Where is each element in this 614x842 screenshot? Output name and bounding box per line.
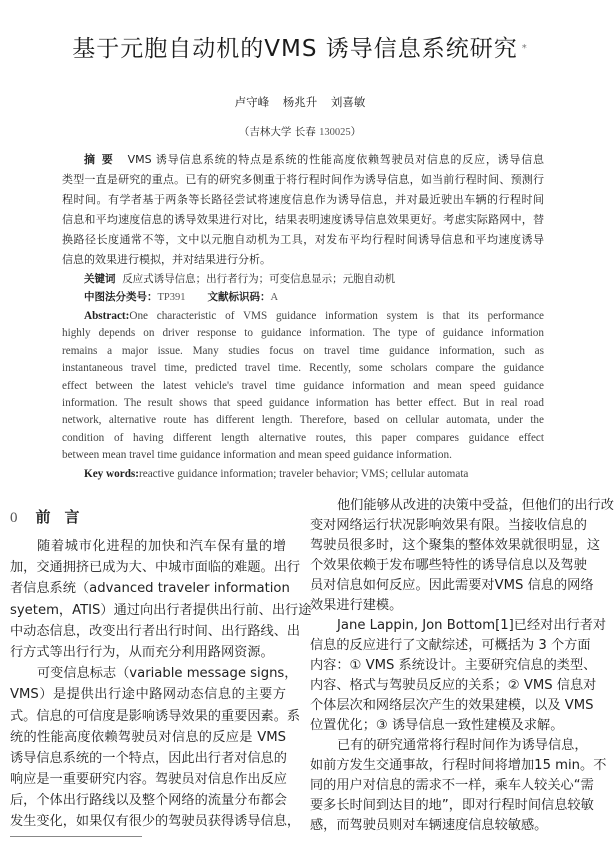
abstract-line-text: VMS 诱导信息系统的特点是系统的性能高度依赖驾驶员对信息的反应，诱导信息 bbox=[127, 153, 544, 166]
affiliation-zip: 130025 bbox=[319, 127, 351, 138]
paragraph-line: 感，而驾驶员则对车辆速度信息较敏感。 bbox=[310, 818, 548, 833]
abstract-en-line-text: instantaneous travel time, predicted travel time. Recently, some scholars compare the guidance bbox=[62, 362, 544, 375]
abstract-line bbox=[62, 250, 544, 270]
abstract-en-line bbox=[62, 378, 544, 395]
classification-value: TP391 bbox=[157, 292, 186, 303]
paragraph bbox=[310, 616, 607, 736]
abstract-en-line-text: network, alternative route has different length. Therefore, based on cellular automata, under the bbox=[62, 414, 544, 427]
paragraph-line: 要多长时间到达目的地”，即对行程时间信息较敏 bbox=[310, 798, 594, 813]
abstract-en-line bbox=[62, 325, 544, 342]
abstract-en-line bbox=[62, 412, 544, 429]
abstract-line bbox=[62, 170, 544, 190]
affiliation-org: （吉林大学 长春 bbox=[238, 126, 320, 138]
abstract-en-line-text: between mean travel time guidance information and mean speed guidance information. bbox=[62, 449, 452, 462]
abstract-line bbox=[62, 190, 544, 210]
paragraph-line: 可变信息标志（variable message signs， bbox=[37, 666, 298, 682]
paragraph-line: 随着城市化进程的加快和汽车保有量的增 bbox=[37, 539, 286, 554]
abstract-en-line bbox=[62, 343, 544, 360]
keywords-en bbox=[62, 466, 544, 483]
keywords-en-label: Key words: bbox=[84, 467, 139, 480]
paragraph bbox=[10, 536, 312, 663]
abstract-cn-lines bbox=[62, 150, 544, 270]
abstract-en-label: Abstract: bbox=[84, 310, 130, 322]
abstract-en-lines bbox=[62, 308, 544, 465]
paragraph-line: Jane Lappin, Jon Bottom[1]已经对出行者对 bbox=[337, 618, 607, 633]
paragraph-line: 如前方发生交通事故，行程时间将增加15 min。不 bbox=[310, 758, 607, 773]
abstract-en-line-text: condition of having different length alternative routes, this paper compares guidance effect bbox=[62, 431, 544, 444]
section-heading bbox=[10, 506, 94, 529]
paragraph-line: 内容、格式与驾驶员反应的关系；② VMS 信息对 bbox=[310, 678, 597, 693]
left-column bbox=[10, 536, 312, 833]
right-column bbox=[310, 496, 614, 836]
paragraph-line: 中动态信息，改变出行者出行时间、出行路线、出 bbox=[10, 623, 301, 639]
paragraph bbox=[310, 736, 607, 836]
section-number: 0 bbox=[10, 510, 18, 526]
paragraph-line: 发生变化，如果仅有很少的驾驶员获得诱导信息， bbox=[10, 814, 301, 830]
paragraph-line: 驾驶员很多时，这个聚集的整体效果就很明显，这 bbox=[310, 538, 601, 553]
authors: 卢守峰 杨兆升 刘喜敏 bbox=[234, 95, 366, 109]
keywords-cn bbox=[62, 270, 544, 288]
footnote-rule bbox=[10, 836, 142, 837]
paragraph-line: 变对网络运行状况影响效果有限。当接收信息的 bbox=[310, 518, 587, 533]
abstract-line bbox=[62, 210, 544, 230]
paragraph-line: 行方式等出行行为，从而充分利用路网资源。 bbox=[10, 644, 274, 660]
abstract-line bbox=[62, 150, 544, 170]
paragraph-line: 他们能够从改进的决策中受益，但他们的出行改 bbox=[337, 498, 614, 513]
paragraph-line: 内容：① VMS 系统设计。主要研究信息的类型、 bbox=[310, 658, 597, 673]
abstract-en-line-text: effect between the latest vehicle's travel time guidance information and mean speed guidance bbox=[62, 379, 544, 392]
abstract-en-line-text: One characteristic of VMS guidance information system is that its performance bbox=[129, 310, 544, 322]
paragraph-line: 响应是一重要研究内容。驾驶员对信息作出反应 bbox=[10, 772, 287, 788]
classification-label: 中图法分类号： bbox=[84, 291, 158, 303]
title-text: 基于元胞自动机的VMS 诱导信息系统研究 bbox=[72, 36, 518, 62]
abstract-en-line bbox=[62, 360, 544, 377]
paragraph-line: 加，交通拥挤已成为大、中城市面临的难题。出行 bbox=[10, 560, 301, 576]
paragraph-line: VMS）是提供出行途中路网动态信息的主要方 bbox=[10, 687, 286, 703]
paragraph-line: 个效果依赖于发布哪些特性的诱导信息以及驾驶 bbox=[310, 558, 587, 573]
paragraph bbox=[10, 663, 301, 833]
affiliation-close: ） bbox=[350, 126, 362, 138]
paragraph-line: 个体层次和网络层次产生的效果建模，以及 VMS bbox=[310, 698, 594, 713]
abstract-line-text: 程时间。有学者基于两条等长路径尝试将速度信息作为诱导信息，并对最近驶出车辆的行程时间 bbox=[62, 193, 544, 206]
abstract-en-line-text: remains a major issue. Many studies focus on travel time guidance information, such as bbox=[62, 344, 544, 357]
keywords-en-value: reactive guidance information; traveler behavior; VMS; cellular automata bbox=[139, 467, 469, 480]
section-title: 前言 bbox=[35, 508, 94, 526]
keywords-cn-value: 反应式诱导信息；出行者行为；可变信息显示；元胞自动机 bbox=[122, 273, 396, 285]
abstract-label: 摘要 bbox=[84, 153, 120, 166]
abstract-en-line-text: information. The result shows that speed guidance information has better effect. But in real road bbox=[62, 396, 544, 409]
paragraph-line: 效果进行建模。 bbox=[310, 598, 403, 613]
abstract-line bbox=[62, 230, 544, 250]
doc-code-value: A bbox=[270, 292, 279, 303]
paragraph-line: 已有的研究通常将行程时间作为诱导信息， bbox=[337, 738, 588, 753]
abstract-cn bbox=[62, 150, 544, 306]
paragraph-line: 位置优化；③ 诱导信息一致性建模及求解。 bbox=[310, 718, 564, 733]
keywords-cn-label: 关键词 bbox=[84, 273, 116, 285]
abstract-en-line bbox=[62, 430, 544, 447]
abstract-en-line bbox=[62, 447, 544, 464]
classification bbox=[62, 288, 544, 306]
abstract-en-line bbox=[62, 308, 544, 325]
paragraph-line: syetem，ATIS）通过向出行者提供出行前、出行途 bbox=[10, 602, 312, 618]
title-footnote-mark: * bbox=[521, 43, 528, 54]
paragraph-line: 信息的反应进行了文献综述，可概括为 3 个方面 bbox=[310, 638, 591, 653]
paragraph-line: 统的性能高度依赖驾驶员对信息的反应是 VMS bbox=[10, 729, 286, 745]
abstract-en-line-text: highly depends on driver response to guidance information. The type of guidance information bbox=[62, 327, 544, 340]
abstract-en bbox=[62, 308, 544, 483]
affiliation bbox=[0, 124, 600, 139]
doc-code-label: 文献标识码： bbox=[207, 291, 271, 303]
paragraph-line: 式。信息的可信度是影响诱导效果的重要因素。系 bbox=[10, 708, 301, 724]
paragraph-line: 同的用户对信息的需求不一样，乘车人较关心“需 bbox=[310, 778, 594, 793]
abstract-line-text: 类型一直是研究的重点。已有的研究多侧重于将行程时间作为诱导信息，如当前行程时间、预测行 bbox=[62, 173, 544, 186]
paragraph-line: 员对信息如何反应。因此需要对VMS 信息的网络 bbox=[310, 578, 594, 593]
abstract-line-text: 换路径长度通常不等，文中以元胞自动机为工具，对发布平均行程时间诱导信息和平均速度诱导 bbox=[62, 233, 544, 246]
abstract-block bbox=[62, 150, 544, 483]
paragraph-line: 者信息系统（advanced traveler information bbox=[10, 581, 290, 597]
paragraph-line: 后，个体出行路线以及整个网络的流量分布都会 bbox=[10, 793, 287, 809]
abstract-line-text: 信息的效果进行模拟，并对结果进行分析。 bbox=[62, 253, 271, 266]
abstract-line-text: 信息和平均速度信息的诱导效果进行对比，结果表明速度诱导信息效果更好。考虑实际路网中，替 bbox=[62, 213, 544, 226]
paragraph bbox=[310, 496, 614, 616]
paragraph-line: 诱导信息系统的一个特点，因此出行者对信息的 bbox=[10, 750, 287, 766]
paper-title bbox=[0, 34, 600, 64]
abstract-en-line bbox=[62, 395, 544, 412]
